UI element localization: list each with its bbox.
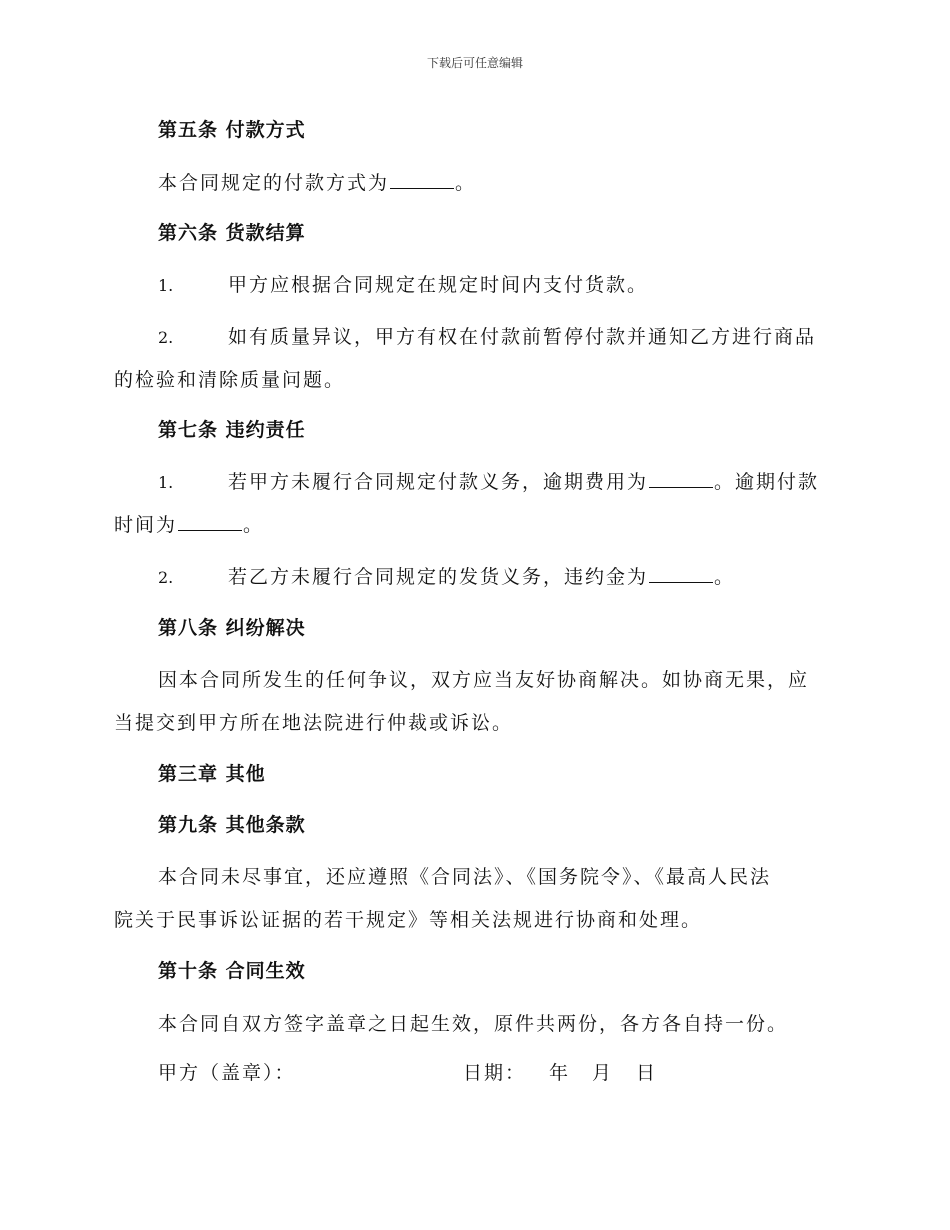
- chapter-3-heading: 第三章 其他: [158, 763, 266, 785]
- blank-field: [390, 172, 454, 189]
- blank-field: [178, 514, 242, 531]
- item-number: 2.: [158, 568, 174, 587]
- article-5-text-before: 本合同规定的付款方式为: [158, 172, 390, 194]
- article-9-heading: 第九条 其他条款: [158, 814, 306, 836]
- item-text-after: 。逾期付款: [714, 471, 820, 493]
- party-a-seal-label: 甲方（盖章）：: [158, 1062, 296, 1084]
- blank-field: [649, 471, 713, 488]
- item-text-before: 时间为: [114, 514, 178, 536]
- article-5-text-after: 。: [455, 172, 477, 194]
- article-7-item-1-line-2: [114, 510, 264, 537]
- article-8-heading: 第八条 纠纷解决: [158, 617, 306, 639]
- article-6-item-2-line-2: 的检验和清除质量问题。: [114, 369, 346, 391]
- article-6-heading: 第六条 货款结算: [158, 222, 306, 244]
- article-7-item-2: [158, 562, 735, 589]
- item-number: 1.: [158, 473, 174, 492]
- article-7-heading: 第七条 违约责任: [158, 419, 306, 441]
- item-text-before: 若甲方未履行合同规定付款义务，逾期费用为: [228, 471, 649, 493]
- item-number: 2.: [158, 328, 174, 347]
- blank-field: [649, 566, 713, 583]
- article-6-item-2: [158, 322, 816, 349]
- article-5-text: [158, 168, 476, 195]
- article-8-line-1: 因本合同所发生的任何争议，双方应当友好协商解决。如协商无果，应: [158, 669, 810, 691]
- article-7-item-1: [158, 467, 819, 494]
- date-label: 日期：: [463, 1062, 527, 1084]
- article-6-item-1: [158, 270, 648, 297]
- item-number: 1.: [158, 276, 174, 295]
- month-label: 月: [592, 1062, 614, 1084]
- page-header: 下载后可任意编辑: [426, 56, 523, 70]
- item-text: 甲方应根据合同规定在规定时间内支付货款。: [228, 274, 649, 296]
- article-5-heading: 第五条 付款方式: [158, 119, 306, 141]
- article-9-line-1: 本合同未尽事宜，还应遵照《合同法》、《国务院令》、《最高人民法: [158, 866, 772, 888]
- item-text-after: 。: [714, 566, 736, 588]
- article-10-heading: 第十条 合同生效: [158, 960, 306, 982]
- article-8-line-2: 当提交到甲方所在地法院进行仲裁或诉讼。: [114, 712, 514, 734]
- year-label: 年: [549, 1062, 571, 1084]
- day-label: 日: [636, 1062, 658, 1084]
- item-text-after: 。: [243, 514, 265, 536]
- item-text: 如有质量异议，甲方有权在付款前暂停付款并通知乙方进行商品: [228, 326, 817, 348]
- article-10-line-1: 本合同自双方签字盖章之日起生效，原件共两份，各方各自持一份。: [158, 1013, 789, 1035]
- article-9-line-2: 院关于民事诉讼证据的若干规定》等相关法规进行协商和处理。: [114, 909, 703, 931]
- item-text-before: 若乙方未履行合同规定的发货义务，违约金为: [228, 566, 649, 588]
